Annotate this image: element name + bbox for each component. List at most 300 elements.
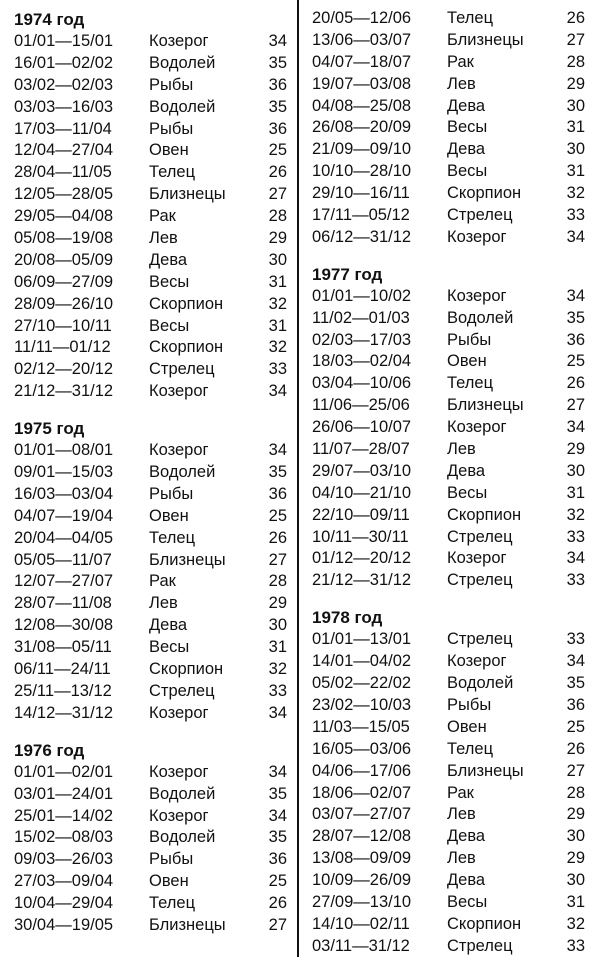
date-range: 27/03—09/04 (14, 872, 114, 891)
zodiac-sign: Лев (447, 74, 476, 93)
table-row (310, 651, 590, 673)
zodiac-sign: Козерог (149, 382, 209, 401)
zodiac-sign: Весы (447, 892, 488, 911)
sign-number: 33 (268, 681, 287, 700)
zodiac-sign: Козерог (447, 549, 507, 568)
table-row (12, 871, 292, 893)
table-row (12, 440, 292, 462)
zodiac-sign: Стрелец (149, 360, 215, 379)
zodiac-sign: Весы (149, 316, 190, 335)
zodiac-sign: Весы (447, 118, 488, 137)
date-range: 01/01—13/01 (312, 630, 412, 649)
year-block (12, 417, 292, 725)
table-row (12, 206, 292, 228)
sign-number: 28 (268, 207, 287, 226)
zodiac-sign: Стрелец (447, 206, 513, 225)
zodiac-sign: Водолей (447, 674, 514, 693)
date-range: 26/06—10/07 (312, 418, 412, 437)
zodiac-sign: Дева (447, 140, 486, 159)
zodiac-sign: Козерог (149, 806, 209, 825)
date-range: 21/09—09/10 (312, 140, 412, 159)
zodiac-sign: Овен (149, 872, 189, 891)
date-range: 20/05—12/06 (312, 9, 412, 27)
sign-number: 35 (268, 828, 287, 847)
sign-number: 34 (268, 441, 287, 460)
table-row (310, 74, 590, 96)
zodiac-sign: Рак (447, 52, 474, 71)
year-block (310, 8, 590, 249)
date-range: 21/12—31/12 (14, 382, 114, 401)
zodiac-sign: Скорпион (447, 505, 522, 524)
table-row (12, 250, 292, 272)
zodiac-sign: Козерог (447, 652, 507, 671)
date-range: 10/11—30/11 (312, 527, 409, 546)
zodiac-sign: Водолей (149, 784, 216, 803)
sign-number: 34 (268, 762, 287, 781)
date-range: 12/05—28/05 (14, 185, 114, 204)
date-range: 09/01—15/03 (14, 463, 114, 482)
sign-number: 32 (566, 184, 585, 203)
table-row (310, 417, 590, 439)
table-row (12, 31, 292, 53)
date-range: 27/10—10/11 (14, 316, 112, 335)
table-row (12, 119, 292, 141)
date-range: 06/11—24/11 (14, 660, 111, 679)
sign-number: 30 (566, 140, 585, 159)
zodiac-sign: Дева (447, 871, 486, 890)
date-range: 01/12—20/12 (312, 549, 412, 568)
date-range: 04/07—18/07 (312, 52, 412, 71)
sign-number: 32 (566, 914, 585, 933)
zodiac-sign: Дева (447, 827, 486, 846)
sign-number: 30 (566, 461, 585, 480)
zodiac-sign: Рыбы (447, 695, 492, 714)
date-range: 02/12—20/12 (14, 360, 114, 379)
year-title: 1977 год (312, 264, 383, 284)
year-block (310, 263, 590, 592)
table-row (310, 461, 590, 483)
sign-number: 34 (268, 382, 287, 401)
year-block (12, 8, 292, 403)
zodiac-sign: Стрелец (149, 681, 215, 700)
zodiac-sign: Козерог (149, 441, 209, 460)
date-range: 01/01—08/01 (14, 441, 114, 460)
sign-number: 26 (268, 894, 287, 913)
zodiac-sign: Телец (149, 894, 196, 913)
table-row (12, 806, 292, 828)
zodiac-sign: Лев (447, 805, 476, 824)
date-range: 03/07—27/07 (312, 805, 412, 824)
sign-number: 35 (268, 53, 287, 72)
table-row (310, 570, 590, 592)
zodiac-sign: Скорпион (149, 294, 224, 313)
table-row (12, 681, 292, 703)
date-range: 26/08—20/09 (312, 118, 412, 137)
table-row (310, 936, 590, 958)
table-row (12, 381, 292, 403)
date-range: 16/05—03/06 (312, 739, 412, 758)
date-range: 03/03—16/03 (14, 97, 114, 116)
zodiac-sign: Весы (447, 483, 488, 502)
table-row (12, 97, 292, 119)
zodiac-sign: Близнецы (447, 396, 524, 415)
date-range: 04/07—19/04 (14, 506, 114, 525)
table-row (12, 703, 292, 725)
zodiac-sign: Рыбы (447, 330, 492, 349)
zodiac-sign: Дева (149, 250, 188, 269)
zodiac-sign: Водолей (447, 308, 514, 327)
sign-number: 34 (566, 418, 585, 437)
table-row (310, 439, 590, 461)
date-range: 11/11—01/12 (14, 338, 111, 357)
table-row (12, 637, 292, 659)
table-row (310, 695, 590, 717)
sign-number: 27 (566, 761, 585, 780)
sign-number: 26 (566, 9, 585, 27)
table-row (12, 337, 292, 359)
zodiac-sign: Козерог (447, 227, 507, 246)
zodiac-sign: Стрелец (447, 527, 513, 546)
sign-number: 27 (268, 185, 287, 204)
date-range: 10/09—26/09 (312, 871, 412, 890)
sign-number: 28 (566, 783, 585, 802)
zodiac-sign: Лев (149, 594, 178, 613)
sign-number: 36 (268, 484, 287, 503)
sign-number: 35 (566, 308, 585, 327)
sign-number: 30 (268, 616, 287, 635)
sign-number: 32 (268, 338, 287, 357)
date-range: 13/08—09/09 (312, 849, 412, 868)
sign-number: 26 (268, 528, 287, 547)
table-row (310, 351, 590, 373)
sign-number: 36 (268, 850, 287, 869)
table-row (310, 286, 590, 308)
year-title: 1976 год (14, 740, 85, 760)
year-block (310, 606, 590, 957)
right-column (310, 8, 590, 972)
table-row (12, 359, 292, 381)
table-row (310, 505, 590, 527)
table-row (310, 483, 590, 505)
table-row (12, 484, 292, 506)
zodiac-sign: Дева (447, 461, 486, 480)
zodiac-sign: Рак (149, 572, 176, 591)
table-row (12, 528, 292, 550)
zodiac-sign: Рыбы (149, 850, 194, 869)
date-range: 29/10—16/11 (312, 184, 410, 203)
zodiac-sign: Водолей (149, 97, 216, 116)
date-range: 15/02—08/03 (14, 828, 114, 847)
date-range: 17/11—05/12 (312, 206, 410, 225)
table-row (310, 804, 590, 826)
date-range: 04/08—25/08 (312, 96, 412, 115)
sign-number: 36 (566, 330, 585, 349)
table-row (12, 915, 292, 937)
sign-number: 30 (566, 827, 585, 846)
sign-number: 35 (268, 784, 287, 803)
sign-number: 36 (268, 75, 287, 94)
sign-number: 29 (566, 74, 585, 93)
table-row (12, 571, 292, 593)
date-range: 20/08—05/09 (14, 250, 114, 269)
zodiac-sign: Рыбы (149, 75, 194, 94)
sign-number: 31 (566, 118, 585, 137)
zodiac-sign: Овен (149, 506, 189, 525)
zodiac-sign: Лев (447, 849, 476, 868)
sign-number: 27 (566, 30, 585, 49)
date-range: 03/04—10/06 (312, 374, 412, 393)
table-row (12, 506, 292, 528)
date-range: 09/03—26/03 (14, 850, 114, 869)
sign-number: 27 (268, 915, 287, 934)
sign-number: 25 (268, 141, 287, 160)
sign-number: 34 (268, 703, 287, 722)
date-range: 25/01—14/02 (14, 806, 114, 825)
date-range: 11/06—25/06 (312, 396, 410, 415)
date-range: 06/09—27/09 (14, 272, 114, 291)
sign-number: 29 (268, 229, 287, 248)
table-row (12, 75, 292, 97)
date-range: 10/10—28/10 (312, 162, 412, 181)
zodiac-sign: Водолей (149, 463, 216, 482)
sign-number: 25 (566, 352, 585, 371)
date-range: 17/03—11/04 (14, 119, 112, 138)
date-range: 03/01—24/01 (14, 784, 114, 803)
date-range: 13/06—03/07 (312, 30, 412, 49)
table-row (310, 373, 590, 395)
zodiac-sign: Козерог (447, 286, 507, 305)
date-range: 18/03—02/04 (312, 352, 412, 371)
table-row (12, 762, 292, 784)
zodiac-sign: Скорпион (149, 338, 224, 357)
date-range: 11/02—01/03 (312, 308, 410, 327)
zodiac-sign: Лев (149, 229, 178, 248)
date-range: 11/07—28/07 (312, 440, 410, 459)
table-row (310, 892, 590, 914)
date-range: 22/10—09/11 (312, 505, 410, 524)
sign-number: 25 (268, 506, 287, 525)
date-range: 19/07—03/08 (312, 74, 412, 93)
sign-number: 31 (268, 638, 287, 657)
table-row (310, 826, 590, 848)
date-range: 25/11—13/12 (14, 681, 112, 700)
zodiac-sign: Козерог (149, 32, 209, 50)
table-row (310, 8, 590, 30)
sign-number: 33 (566, 936, 585, 955)
zodiac-sign: Дева (149, 616, 188, 635)
zodiac-sign: Рак (149, 207, 176, 226)
table-row (310, 161, 590, 183)
table-row (12, 184, 292, 206)
date-range: 14/12—31/12 (14, 703, 114, 722)
sign-number: 36 (566, 695, 585, 714)
sign-number: 32 (566, 505, 585, 524)
table-row (12, 550, 292, 572)
table-row (310, 717, 590, 739)
date-range: 29/05—04/08 (14, 207, 114, 226)
sign-number: 34 (566, 227, 585, 246)
sign-number: 27 (566, 396, 585, 415)
sign-number: 29 (566, 440, 585, 459)
zodiac-sign: Рак (447, 783, 474, 802)
zodiac-sign: Скорпион (447, 184, 522, 203)
zodiac-sign: Рыбы (149, 119, 194, 138)
sign-number: 29 (268, 594, 287, 613)
table-row (310, 548, 590, 570)
zodiac-sign: Телец (149, 163, 196, 182)
sign-number: 34 (268, 806, 287, 825)
table-row (12, 593, 292, 615)
date-range: 28/07—12/08 (312, 827, 412, 846)
zodiac-sign: Весы (447, 162, 488, 181)
zodiac-sign: Скорпион (447, 914, 522, 933)
zodiac-sign: Лев (447, 440, 476, 459)
sign-number: 32 (268, 660, 287, 679)
table-row (310, 629, 590, 651)
zodiac-sign: Стрелец (447, 936, 513, 955)
year-title: 1975 год (14, 419, 85, 439)
table-row (310, 308, 590, 330)
table-row (12, 316, 292, 338)
sign-number: 26 (268, 163, 287, 182)
sign-number: 34 (566, 549, 585, 568)
sign-number: 35 (268, 97, 287, 116)
zodiac-sign: Близнецы (149, 185, 226, 204)
sign-number: 34 (566, 286, 585, 305)
table-row (12, 893, 292, 915)
date-range: 02/03—17/03 (312, 330, 412, 349)
date-range: 27/09—13/10 (312, 892, 412, 911)
sign-number: 33 (268, 360, 287, 379)
date-range: 20/04—04/05 (14, 528, 114, 547)
date-range: 28/09—26/10 (14, 294, 114, 313)
date-range: 14/01—04/02 (312, 652, 412, 671)
table-row (310, 52, 590, 74)
table-row (310, 739, 590, 761)
zodiac-sign: Близнецы (447, 761, 524, 780)
table-row (310, 96, 590, 118)
year-title: 1978 год (312, 608, 383, 628)
zodiac-sign: Овен (149, 141, 189, 160)
sign-number: 25 (268, 872, 287, 891)
date-range: 28/07—11/08 (14, 594, 112, 613)
date-range: 05/08—19/08 (14, 229, 114, 248)
zodiac-sign: Телец (149, 528, 196, 547)
date-range: 23/02—10/03 (312, 695, 412, 714)
zodiac-sign: Скорпион (149, 660, 224, 679)
sign-number: 33 (566, 571, 585, 590)
date-range: 03/02—02/03 (14, 75, 114, 94)
zodiac-sign: Рыбы (149, 484, 194, 503)
table-row (310, 139, 590, 161)
zodiac-sign: Телец (447, 9, 494, 27)
sign-number: 31 (566, 162, 585, 181)
date-range: 05/02—22/02 (312, 674, 412, 693)
date-range: 12/04—27/04 (14, 141, 114, 160)
table-row (12, 849, 292, 871)
sign-number: 31 (566, 483, 585, 502)
sign-number: 31 (566, 892, 585, 911)
sign-number: 25 (566, 717, 585, 736)
date-range: 03/11—31/12 (312, 936, 410, 955)
table-row (12, 827, 292, 849)
table-row (310, 783, 590, 805)
date-range: 05/05—11/07 (14, 550, 112, 569)
sign-number: 36 (268, 119, 287, 138)
zodiac-sign: Козерог (447, 418, 507, 437)
zodiac-sign: Близнецы (149, 550, 226, 569)
table-row (12, 615, 292, 637)
date-range: 29/07—03/10 (312, 461, 412, 480)
sign-number: 31 (268, 272, 287, 291)
date-range: 18/06—02/07 (312, 783, 412, 802)
zodiac-sign: Весы (149, 272, 190, 291)
date-range: 21/12—31/12 (312, 571, 412, 590)
sign-number: 32 (268, 294, 287, 313)
sign-number: 26 (566, 374, 585, 393)
date-range: 16/03—03/04 (14, 484, 114, 503)
table-row (310, 117, 590, 139)
table-row (12, 272, 292, 294)
sign-number: 30 (566, 871, 585, 890)
table-row (310, 395, 590, 417)
table-row (310, 330, 590, 352)
zodiac-sign: Козерог (149, 703, 209, 722)
date-range: 10/04—29/04 (14, 894, 114, 913)
sign-number: 29 (566, 805, 585, 824)
date-range: 12/07—27/07 (14, 572, 114, 591)
table-row (310, 205, 590, 227)
zodiac-sign: Близнецы (447, 30, 524, 49)
sign-number: 30 (566, 96, 585, 115)
zodiac-sign: Овен (447, 352, 487, 371)
zodiac-sign: Козерог (149, 762, 209, 781)
table-row (12, 53, 292, 75)
table-row (310, 673, 590, 695)
zodiac-sign: Дева (447, 96, 486, 115)
sign-number: 35 (566, 674, 585, 693)
date-range: 01/01—10/02 (312, 286, 412, 305)
table-row (310, 227, 590, 249)
table-row (310, 914, 590, 936)
table-row (310, 848, 590, 870)
date-range: 14/10—02/11 (312, 914, 410, 933)
table-row (310, 30, 590, 52)
zodiac-sign: Овен (447, 717, 487, 736)
table-row (310, 183, 590, 205)
date-range: 28/04—11/05 (14, 163, 112, 182)
sign-number: 33 (566, 527, 585, 546)
date-range: 12/08—30/08 (14, 616, 114, 635)
zodiac-sign: Весы (149, 638, 190, 657)
date-range: 01/01—02/01 (14, 762, 114, 781)
sign-number: 34 (268, 32, 287, 50)
left-column (12, 8, 292, 951)
date-range: 30/04—19/05 (14, 915, 114, 934)
date-range: 06/12—31/12 (312, 227, 412, 246)
date-range: 04/10—21/10 (312, 483, 412, 502)
zodiac-sign: Водолей (149, 828, 216, 847)
table-row (12, 162, 292, 184)
table-row (12, 140, 292, 162)
table-row (310, 761, 590, 783)
zodiac-sign: Близнецы (149, 915, 226, 934)
sign-number: 33 (566, 206, 585, 225)
sign-number: 26 (566, 739, 585, 758)
table-row (12, 228, 292, 250)
zodiac-sign: Стрелец (447, 630, 513, 649)
sign-number: 30 (268, 250, 287, 269)
